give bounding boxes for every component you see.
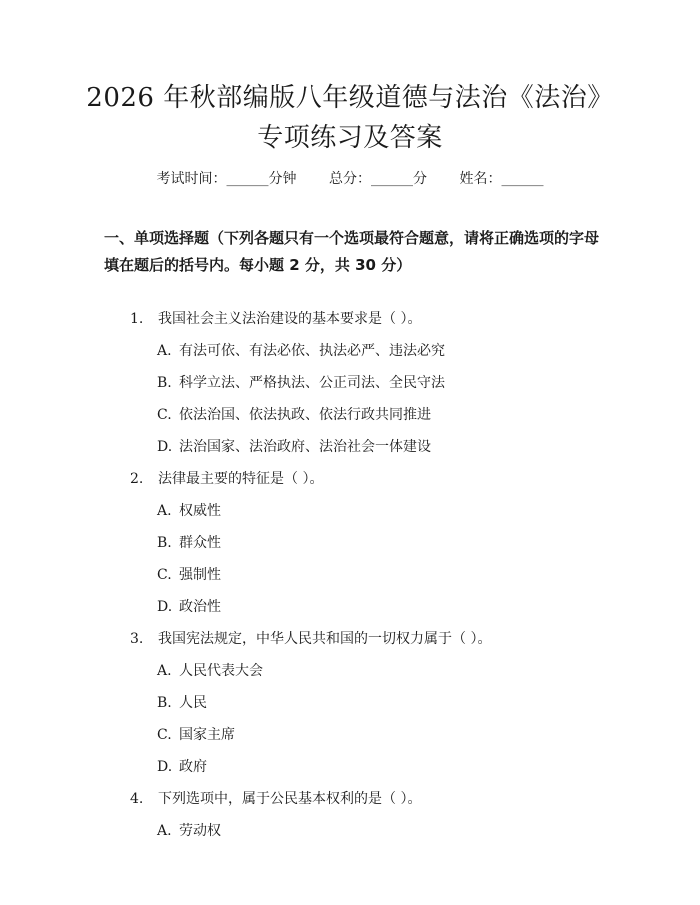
option-letter: A. — [157, 663, 172, 679]
option-2a — [157, 501, 221, 521]
question-2 — [130, 469, 323, 489]
option-text: 国家主席 — [179, 727, 235, 743]
question-4 — [130, 789, 421, 809]
option-3c — [157, 725, 235, 745]
question-text: 我国社会主义法治建设的基本要求是（ ）。 — [158, 311, 422, 327]
name-field: 姓名：______ — [459, 171, 544, 187]
option-4a — [157, 821, 221, 841]
option-text: 政治性 — [179, 599, 221, 615]
option-text: 科学立法、严格执法、公正司法、全民守法 — [179, 375, 445, 391]
option-letter: B. — [157, 535, 172, 551]
option-text: 权威性 — [179, 503, 221, 519]
page-title: 2026 年秋部编版八年级道德与法治《法治》 — [86, 83, 614, 113]
option-letter: A. — [157, 823, 172, 839]
option-text: 依法治国、依法执政、依法行政共同推进 — [179, 407, 431, 423]
option-letter: C. — [157, 727, 172, 743]
section-heading: 一、单项选择题（下列各题只有一个选项最符合题意，请将正确选项的字母填在题后的括号内。每小题 2 分，共 30 分） — [104, 229, 600, 274]
question-text: 法律最主要的特征是（ ）。 — [158, 471, 324, 487]
question-text: 我国宪法规定，中华人民共和国的一切权力属于（ ）。 — [158, 631, 492, 647]
question-number: 4. — [130, 791, 144, 807]
question-number: 3. — [130, 631, 144, 647]
total-score-field: 总分：______分 — [329, 171, 427, 187]
question-3 — [130, 629, 491, 649]
option-1b — [157, 373, 445, 393]
option-1a — [157, 341, 445, 361]
option-text: 人民 — [179, 695, 207, 711]
option-2b — [157, 533, 221, 553]
option-2d — [157, 597, 221, 617]
option-text: 强制性 — [179, 567, 221, 583]
option-1c — [157, 405, 431, 425]
option-text: 法治国家、法治政府、法治社会一体建设 — [179, 439, 431, 455]
option-text: 群众性 — [179, 535, 221, 551]
option-letter: A. — [157, 343, 172, 359]
option-3d — [157, 757, 207, 777]
option-letter: B. — [157, 695, 172, 711]
question-1 — [130, 309, 421, 329]
option-text: 人民代表大会 — [179, 663, 263, 679]
option-1d — [157, 437, 431, 457]
option-letter: C. — [157, 407, 172, 423]
option-letter: A. — [157, 503, 172, 519]
question-number: 1. — [130, 311, 144, 327]
exam-info — [0, 168, 700, 188]
exam-time-field: 考试时间：______分钟 — [156, 171, 297, 187]
option-letter: D. — [157, 599, 173, 615]
option-text: 政府 — [179, 759, 207, 775]
option-letter: D. — [157, 439, 173, 455]
option-3a — [157, 661, 263, 681]
page-subtitle: 专项练习及答案 — [257, 123, 443, 153]
option-text: 劳动权 — [179, 823, 221, 839]
option-2c — [157, 565, 221, 585]
option-3b — [157, 693, 207, 713]
option-letter: B. — [157, 375, 172, 391]
option-text: 有法可依、有法必依、执法必严、违法必究 — [179, 343, 445, 359]
question-text: 下列选项中，属于公民基本权利的是（ ）。 — [158, 791, 422, 807]
question-number: 2. — [130, 471, 144, 487]
option-letter: D. — [157, 759, 173, 775]
option-letter: C. — [157, 567, 172, 583]
